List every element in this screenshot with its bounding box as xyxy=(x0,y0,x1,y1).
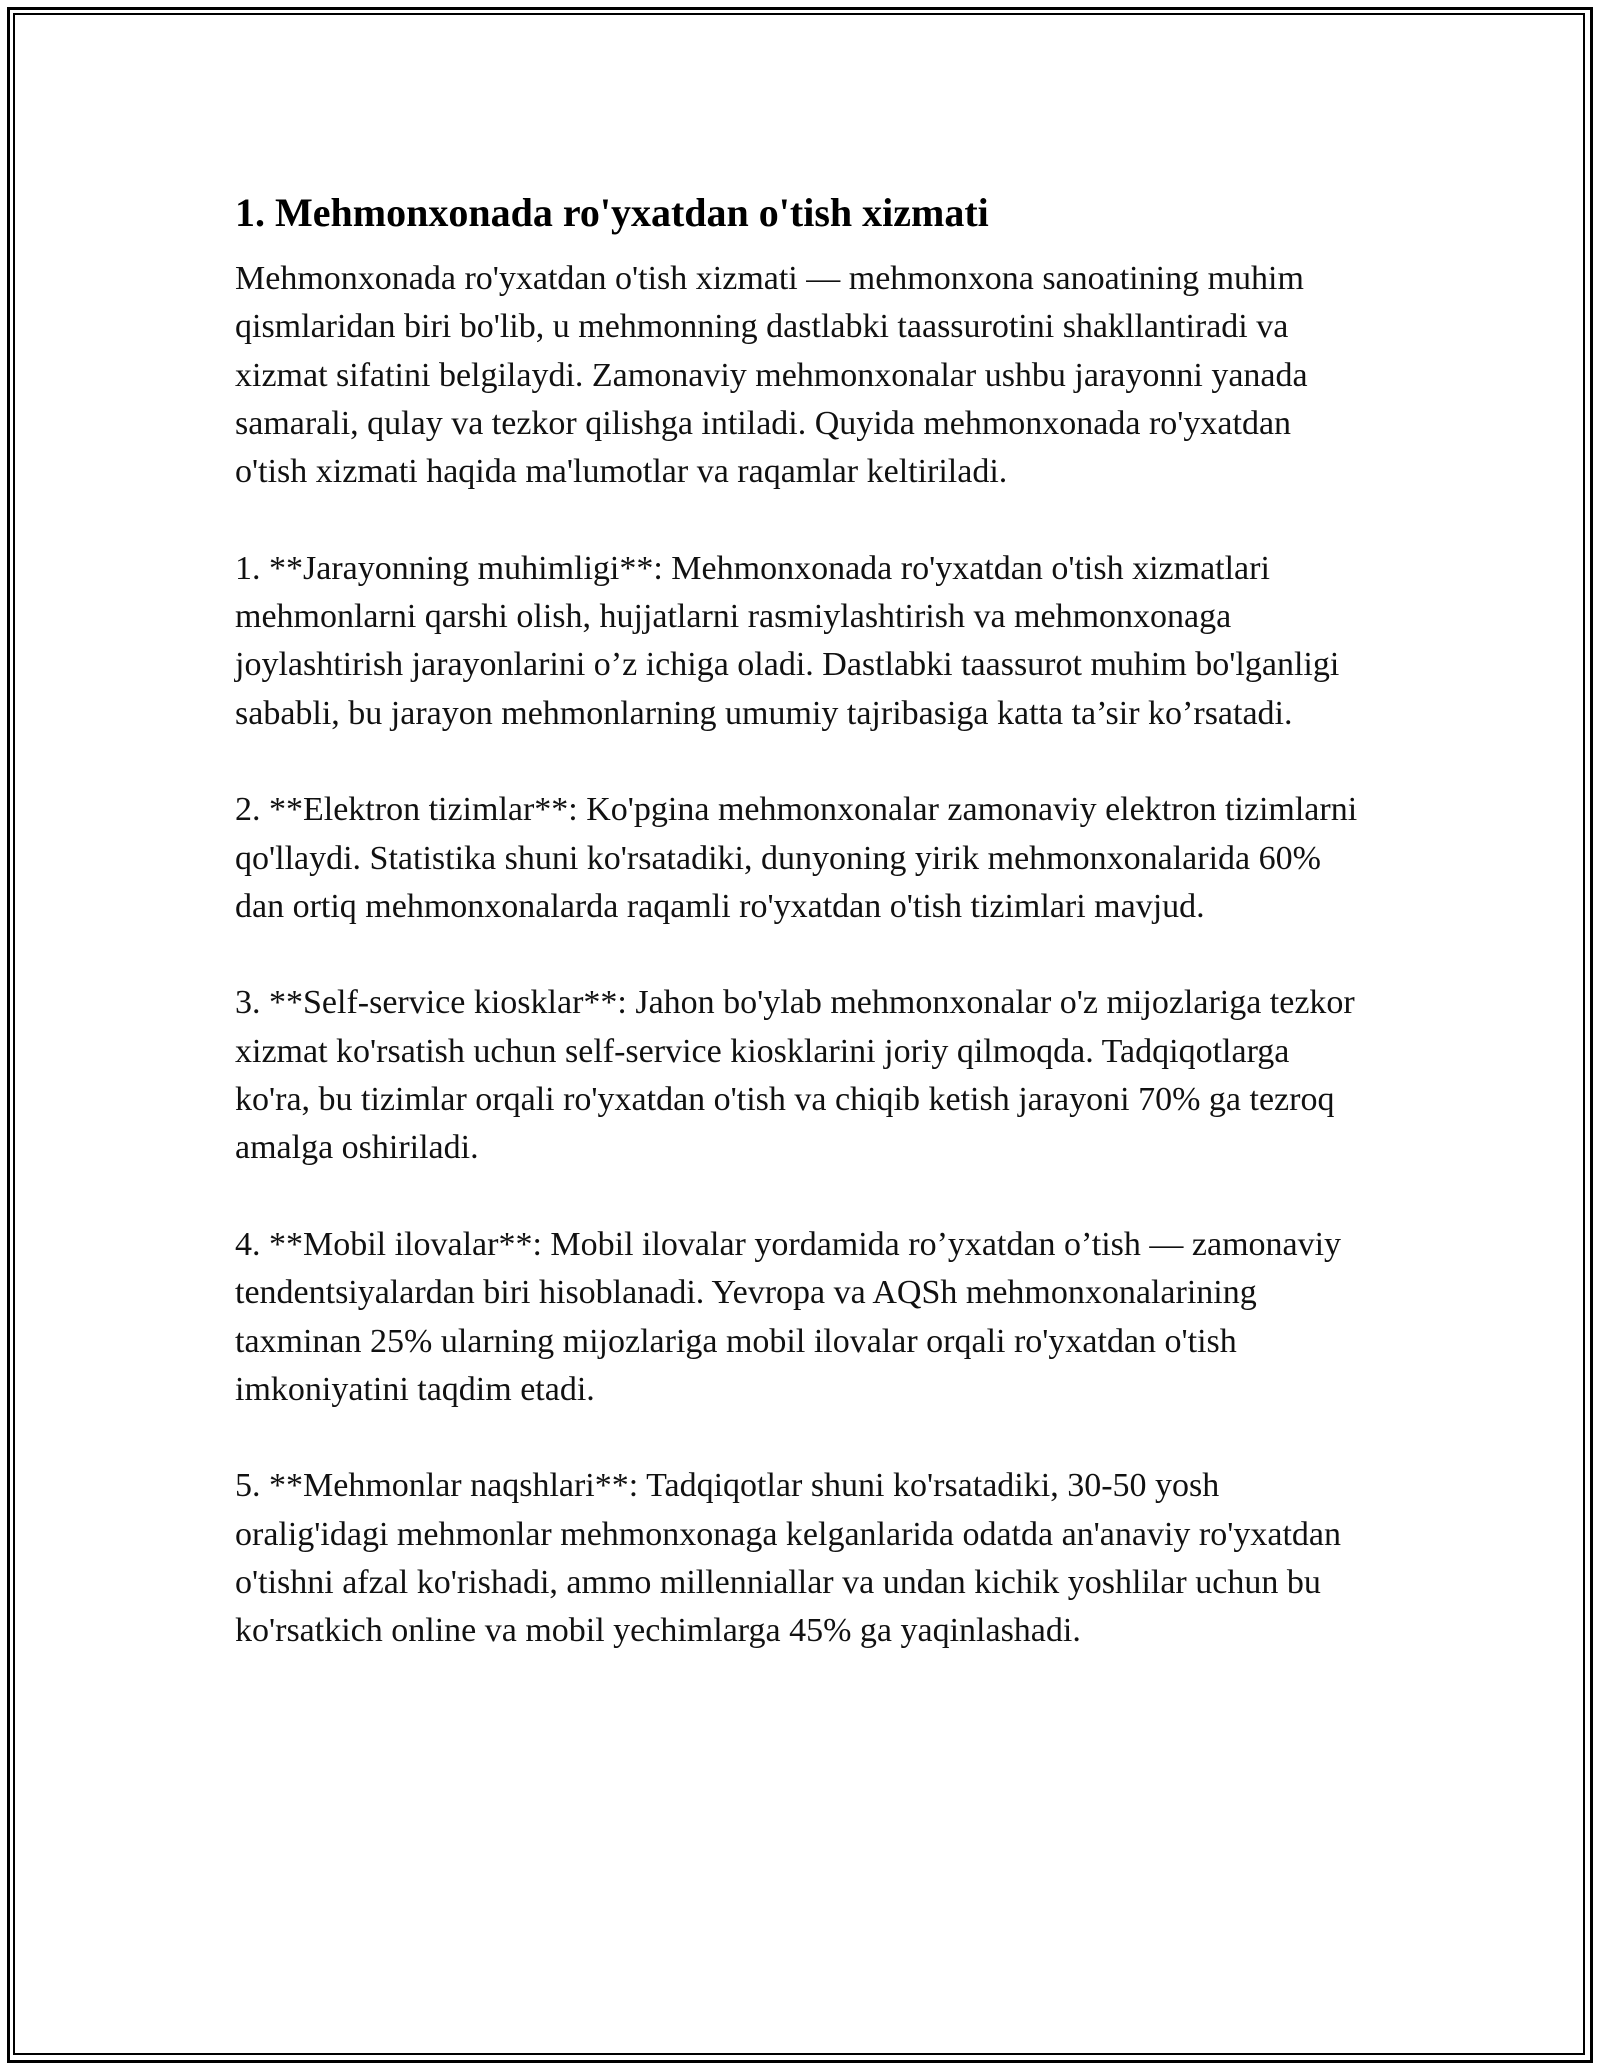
list-item-electronic-systems: 2. **Elektron tizimlar**: Ko'pgina mehmonxonalar zamonaviy elektron tizimlarni qo'llaydi. Statistika shuni ko'rsatadiki, dunyoning yirik mehmonxonalarida 60% dan ortiq mehmonxonalarda raqamli ro'yxatdan o'tish tizimlari mavjud. xyxy=(235,791,1358,925)
intro-paragraph: Mehmonxonada ro'yxatdan o'tish xizmati — mehmonxona sanoatining muhim qismlaridan biri bo'lib, u mehmonning dastlabki taassurotini shakllantiradi va xizmat sifatini belgilaydi. Zamonaviy mehmonxonalar ushbu jarayonni yanada samarali, qulay va tezkor qilishga intiladi. Quyida mehmonxonada ro'yxatdan o'tish xizmati haqida ma'lumotlar va raqamlar keltiriladi. xyxy=(235,260,1308,491)
list-item-mobile-apps: 4. **Mobil ilovalar**: Mobil ilovalar yordamida ro’yxatdan o’tish — zamonaviy tendentsiyalardan biri hisoblanadi. Yevropa va AQSh mehmonxonalarining taxminan 25% ularning mijozlariga mobil ilovalar orqali ro'yxatdan o'tish imkoniyatini taqdim etadi. xyxy=(235,1225,1342,1408)
document-body xyxy=(235,185,1365,1656)
document-title: 1. Mehmonxonada ro'yxatdan o'tish xizmati xyxy=(235,190,989,235)
list-item-process-importance: 1. **Jarayonning muhimligi**: Mehmonxonada ro'yxatdan o'tish xizmatlari mehmonlarni qarshi olish, hujjatlarni rasmiylashtirish va mehmonxonaga joylashtirish jarayonlarini o’z ichiga oladi. Dastlabki taassurot muhim bo'lganligi sababli, bu jarayon mehmonlarning umumiy tajribasiga katta ta’sir ko’rsatadi. xyxy=(235,549,1340,732)
list-item-guest-patterns: 5. **Mehmonlar naqshlari**: Tadqiqotlar shuni ko'rsatadiki, 30-50 yosh oralig'idagi mehmonlar mehmonxonaga kelganlarida odatda an'anaviy ro'yxatdan o'tishni afzal ko'rishadi, ammo millenniallar va undan kichik yoshlilar uchun bu ko'rsatkich online va mobil yechimlarga 45% ga yaqinlashadi. xyxy=(235,1467,1341,1650)
list-item-self-service-kiosks: 3. **Self-service kiosklar**: Jahon bo'ylab mehmonxonalar o'z mijozlariga tezkor xizmat ko'rsatish uchun self-service kiosklarini joriy qilmoqda. Tadqiqotlarga ko'ra, bu tizimlar orqali ro'yxatdan o'tish va chiqib ketish jarayoni 70% ga tezroq amalga oshiriladi. xyxy=(235,984,1355,1167)
